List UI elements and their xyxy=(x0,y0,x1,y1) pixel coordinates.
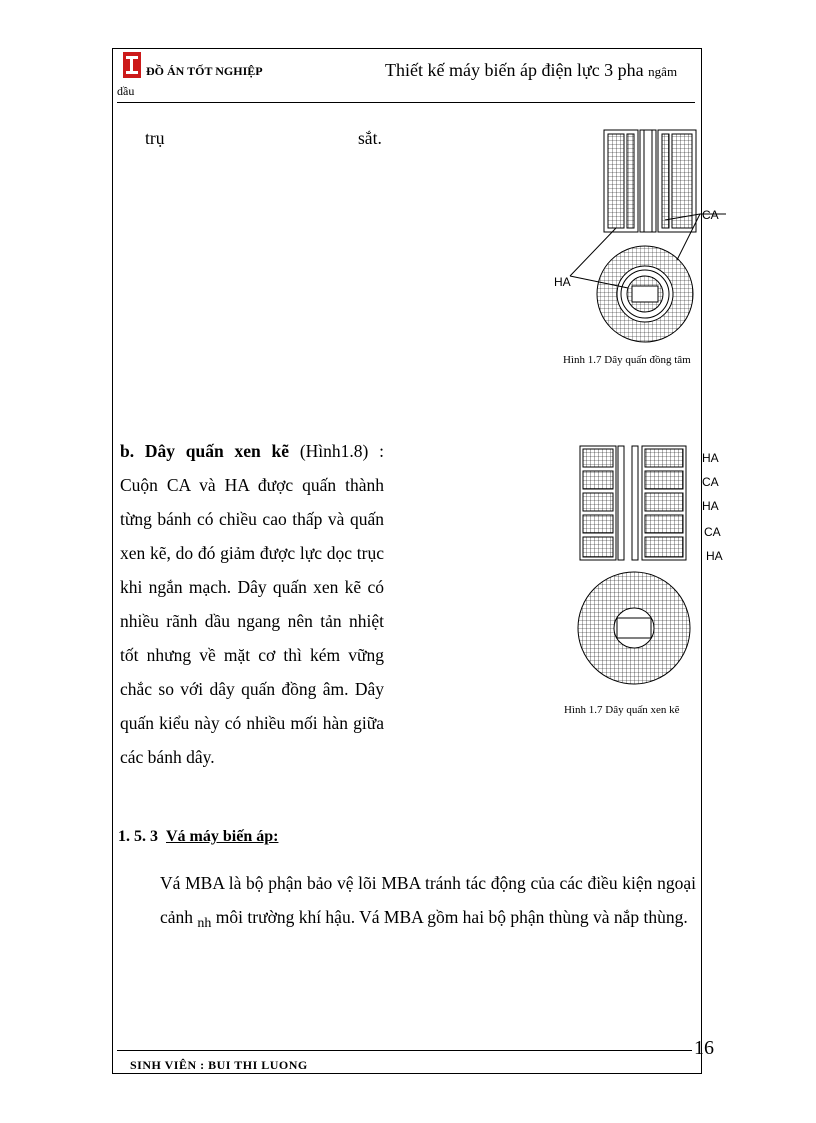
document-title-wrap: dầu xyxy=(117,84,135,98)
text-fragment-2: sắt. xyxy=(358,128,382,148)
university-logo-icon xyxy=(123,52,141,78)
left-insulation xyxy=(618,446,624,560)
body-part-2: môi trường khí hậu. Vá MBA gồm hai bộ phận thùng và nắp thùng. xyxy=(215,907,688,927)
section-title: Vá máy biến áp: xyxy=(166,828,279,845)
label-ha-3: HA xyxy=(706,549,723,563)
section-153-paragraph xyxy=(118,866,696,941)
text-fragment-1: trụ xyxy=(145,128,165,148)
section-number: 1. 5. 3 xyxy=(118,828,158,845)
interleaved-left-stack xyxy=(580,446,616,560)
top-view xyxy=(597,246,693,342)
right-insulation xyxy=(632,446,638,560)
label-ca: CA xyxy=(702,208,719,222)
side-view-left xyxy=(604,130,638,232)
thesis-label: ĐỒ ÁN TỐT NGHIỆP xyxy=(146,64,263,78)
label-ha-2: HA xyxy=(702,499,719,513)
figure-1-caption: Hình 1.7 Dây quấn đồng tâm xyxy=(563,354,691,366)
document-title xyxy=(385,60,677,81)
page-number: 16 xyxy=(694,1037,714,1059)
section-b-ref: (Hình1.8) : xyxy=(299,441,384,461)
section-b xyxy=(120,434,384,774)
section-b-body: Cuộn CA và HA được quấn thành từng bánh có chiều cao thấp và quấn xen kẽ, do đó giảm được lực dọc trục khi ngắn mạch. Dây quấn xen kẽ có nhiều rãnh dầu ngang nên tản nhiệt tốt nhưng về mặt cơ thì kém vững chắc so với dây quấn đồng âm. Dây quấn kiểu này có nhiều mối hàn giữa các bánh dây. xyxy=(120,475,384,767)
interleaved-right-stack xyxy=(642,446,686,560)
section-b-heading: b. Dây quấn xen kẽ xyxy=(120,441,290,461)
side-view-right xyxy=(658,130,696,232)
label-ca-1: CA xyxy=(702,475,719,489)
document-title-suffix: ngâm xyxy=(648,64,678,79)
interleaved-top-view xyxy=(578,572,690,684)
label-ha: HA xyxy=(554,275,571,289)
body-part-1: Vá MBA là bộ phận bảo vệ lõi MBA tránh tác động của các điều kiện ngoại cảnh xyxy=(160,873,696,927)
student-name: SINH VIÊN : BUI THI LUONG xyxy=(130,1058,308,1072)
header-rule xyxy=(117,102,695,103)
figure-2-caption: Hình 1.7 Dây quấn xen kẽ xyxy=(564,704,680,716)
document-title-main: Thiết kế máy biến áp điện lực 3 pha xyxy=(385,60,644,80)
body-small: nh xyxy=(197,916,212,931)
section-heading-153 xyxy=(118,828,278,846)
footer-rule xyxy=(117,1050,692,1051)
label-ca-2: CA xyxy=(704,525,721,539)
core-limb xyxy=(640,130,656,232)
section-153-body xyxy=(118,866,696,941)
label-ha-1: HA xyxy=(702,451,719,465)
figure-interleaved-winding xyxy=(570,440,730,700)
figure-concentric-winding xyxy=(540,120,719,360)
